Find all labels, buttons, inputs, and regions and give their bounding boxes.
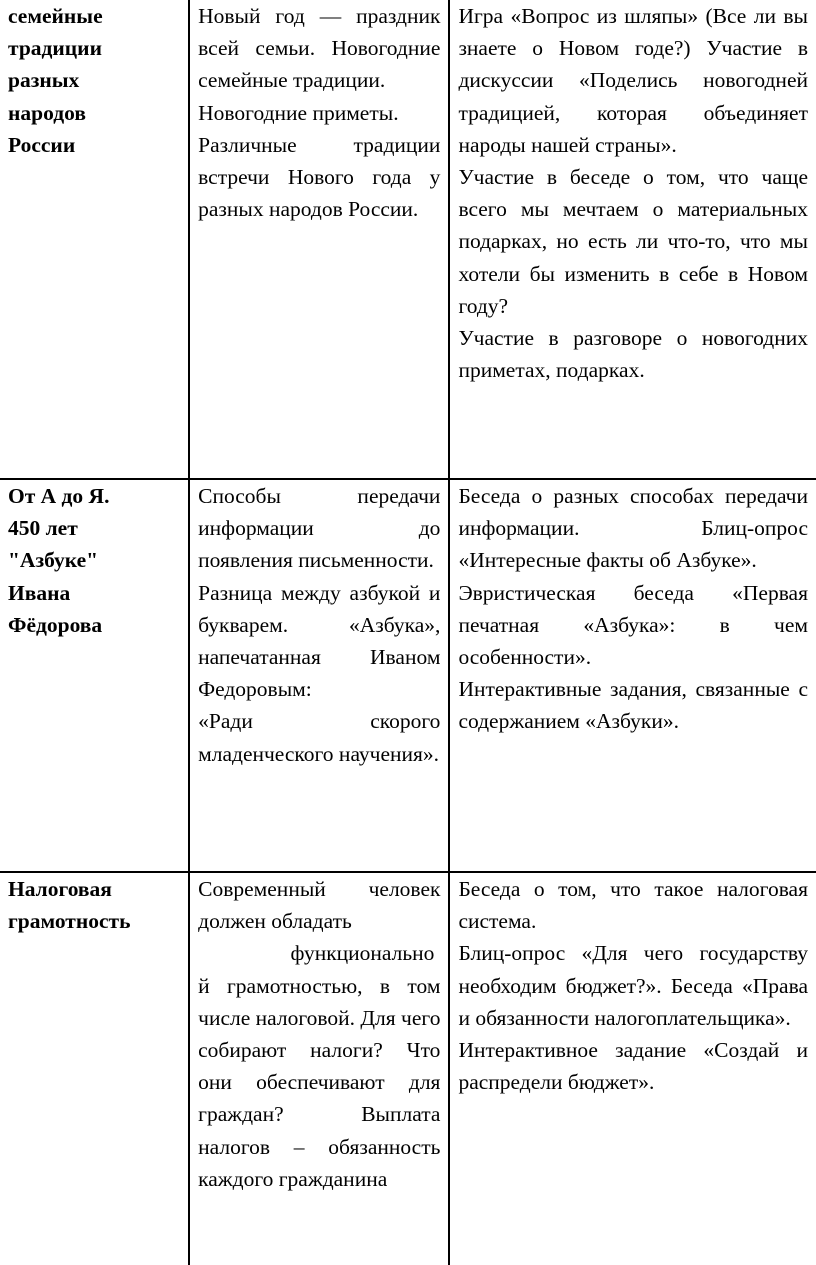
content-paragraph: Способы передачи информации до появления письменности. — [198, 484, 441, 573]
activity-cell — [449, 0, 816, 479]
topic-line: семейные — [8, 4, 103, 28]
activity-cell — [449, 872, 816, 1265]
topic-line: традиции — [8, 36, 102, 61]
table-row — [0, 0, 816, 479]
activity-paragraph: Беседа о разных способах передачи информации. Блиц-опрос «Интересные факты об Азбуке». — [458, 484, 808, 573]
activity-paragraph: Интерактивное задание «Создай и распредели бюджет». — [458, 1038, 808, 1095]
topic-line: Ивана — [8, 580, 71, 605]
content-cell — [189, 0, 449, 479]
content-cell — [189, 479, 449, 872]
topic-line: разных — [8, 68, 80, 93]
content-paragraph: Современный человек должен обладать — [198, 877, 441, 934]
content-paragraph: Различные традиции встречи Нового года у разных народов России. — [198, 132, 441, 222]
topic-cell — [0, 872, 189, 1265]
activity-paragraph: Блиц-опрос «Для чего государству необходим бюджет?». Беседа «Права и обязанности налогоплательщика». — [458, 941, 808, 1030]
topic-cell — [0, 0, 189, 479]
activity-paragraph: Интерактивные задания, связанные с содержанием «Азбуки». — [458, 677, 808, 734]
topic-line: России — [8, 132, 76, 157]
content-paragraph: Новогодние приметы. — [198, 100, 399, 125]
activity-paragraph: Участие в беседе о том, что чаще всего мы мечтаем о материальных подарках, но есть ли что-то, что мы хотели бы изменить в себе в Новом году? — [458, 165, 808, 318]
content-paragraph: Разница между азбукой и букварем. «Азбука», напечатанная Иваном Федоровым: — [198, 580, 441, 702]
content-paragraph: функционально — [290, 941, 435, 966]
activity-paragraph: Игра «Вопрос из шляпы» (Все ли вы знаете о Новом годе?) Участие в дискуссии «Поделись новогодней традицией, которая объединяет народы нашей страны». — [458, 4, 808, 157]
table-row — [0, 872, 816, 1265]
topic-line: От А до Я. — [8, 484, 110, 508]
activity-cell — [449, 479, 816, 872]
topic-line: "Азбуке" — [8, 548, 99, 573]
topic-line: народов — [8, 100, 86, 125]
table-row — [0, 479, 816, 872]
activity-paragraph: Эвристическая беседа «Первая печатная «Азбука»: в чем особенности». — [458, 580, 808, 670]
topic-cell — [0, 479, 189, 872]
activity-paragraph: Беседа о том, что такое налоговая система. — [458, 877, 808, 934]
topic-line: Фёдорова — [8, 612, 103, 637]
activity-paragraph: Участие в разговоре о новогодних приметах, подарках. — [458, 326, 808, 383]
content-paragraph: Новый год — праздник всей семьи. Новогодние семейные традиции. — [198, 4, 441, 93]
content-paragraph: «Ради скорого младенческого научения». — [198, 709, 441, 766]
topic-line: 450 лет — [8, 516, 78, 541]
content-cell — [189, 872, 449, 1265]
topic-line: грамотность — [8, 909, 131, 934]
topic-line: Налоговая — [8, 877, 112, 901]
content-paragraph: й грамотностью, в том числе налоговой. Для чего собирают налоги? Что они обеспечивают для граждан? Выплата налогов – обязанность каждого гражданина — [198, 973, 441, 1191]
